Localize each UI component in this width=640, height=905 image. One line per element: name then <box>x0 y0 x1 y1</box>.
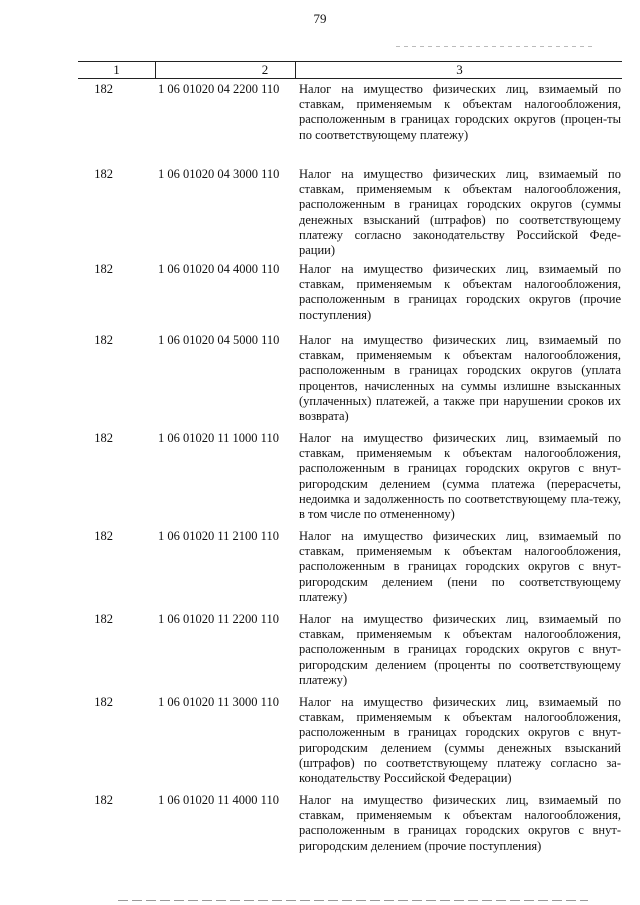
revenue-code: 1 06 01020 11 4000 110 <box>158 793 279 807</box>
revenue-code: 1 06 01020 11 2200 110 <box>158 612 279 626</box>
revenue-code: 1 06 01020 11 3000 110 <box>158 695 279 709</box>
revenue-description: Налог на имущество физических лиц, взимаемый по ставкам, применяемым к объектам налогообложения, расположенным в границах городских округов с внут-ригородским делением (проценты по соответствующему платежу) <box>299 612 621 687</box>
admin-code: 182 <box>94 529 113 543</box>
revenue-description: Налог на имущество физических лиц, взимаемый по ставкам, применяемым к объектам налогообложения, расположенным в границах городских округов (суммы денежных взысканий (штрафов) по соответствующему платежу согласно законодательству Российской Феде-рации) <box>299 167 621 258</box>
admin-code: 182 <box>94 695 113 709</box>
admin-code: 182 <box>94 612 113 626</box>
revenue-code: 1 06 01020 11 1000 110 <box>158 431 279 445</box>
revenue-code: 1 06 01020 11 2100 110 <box>158 529 279 543</box>
admin-code: 182 <box>94 262 113 276</box>
header-divider <box>396 46 596 47</box>
revenue-description: Налог на имущество физических лиц, взимаемый по ставкам, применяемым к объектам налогообложения, расположенным в границах городских округов (прочие поступления) <box>299 262 621 322</box>
footer-divider <box>118 900 588 901</box>
revenue-description: Налог на имущество физических лиц, взимаемый по ставкам, применяемым к объектам налогообложения, расположенным в границах городских округов с внут-ригородским делением (сумма платежа (перерасчеты, недоимка и задолженность по соответствующему пла-тежу, в том числе по отмененному) <box>299 431 621 522</box>
revenue-code: 1 06 01020 04 3000 110 <box>158 167 280 181</box>
page-number: 79 <box>313 11 327 26</box>
revenue-description: Налог на имущество физических лиц, взимаемый по ставкам, применяемым к объектам налогообложения, расположенным в границах городских округов с внут-ригородским делением (пени по соответствующему платежу) <box>299 529 621 604</box>
table-header-row <box>78 61 622 79</box>
admin-code: 182 <box>94 793 113 807</box>
column-header-2: 2 <box>155 62 374 78</box>
revenue-description: Налог на имущество физических лиц, взимаемый по ставкам, применяемым к объектам налогообложения, расположенным в границах городских округов с внут-ригородским делением (суммы денежных взысканий (штрафов) по соответствующему платежу согласно за-конодательству Российской Федерации) <box>299 695 621 786</box>
revenue-description: Налог на имущество физических лиц, взимаемый по ставкам, применяемым к объектам налогообложения, расположенным в границах городских округов с внут-ригородским делением (прочие поступления) <box>299 793 621 853</box>
admin-code: 182 <box>94 167 113 181</box>
admin-code: 182 <box>94 431 113 445</box>
revenue-code-table <box>78 61 622 853</box>
revenue-description: Налог на имущество физических лиц, взимаемый по ставкам, применяемым к объектам налогообложения, расположенным в границах городских округов (процен-ты по соответствующему платежу) <box>299 82 621 142</box>
revenue-code: 1 06 01020 04 4000 110 <box>158 262 280 276</box>
column-header-3: 3 <box>295 62 623 78</box>
revenue-code: 1 06 01020 04 2200 110 <box>158 82 280 96</box>
column-header-1: 1 <box>113 62 120 77</box>
revenue-description: Налог на имущество физических лиц, взимаемый по ставкам, применяемым к объектам налогообложения, расположенным в границах городских округов (уплата процентов, начисленных на суммы излишне взысканных (уплаченных) платежей, а также при нарушении сроков их возврата) <box>299 333 621 424</box>
revenue-code: 1 06 01020 04 5000 110 <box>158 333 280 347</box>
admin-code: 182 <box>94 333 113 347</box>
admin-code: 182 <box>94 82 113 96</box>
